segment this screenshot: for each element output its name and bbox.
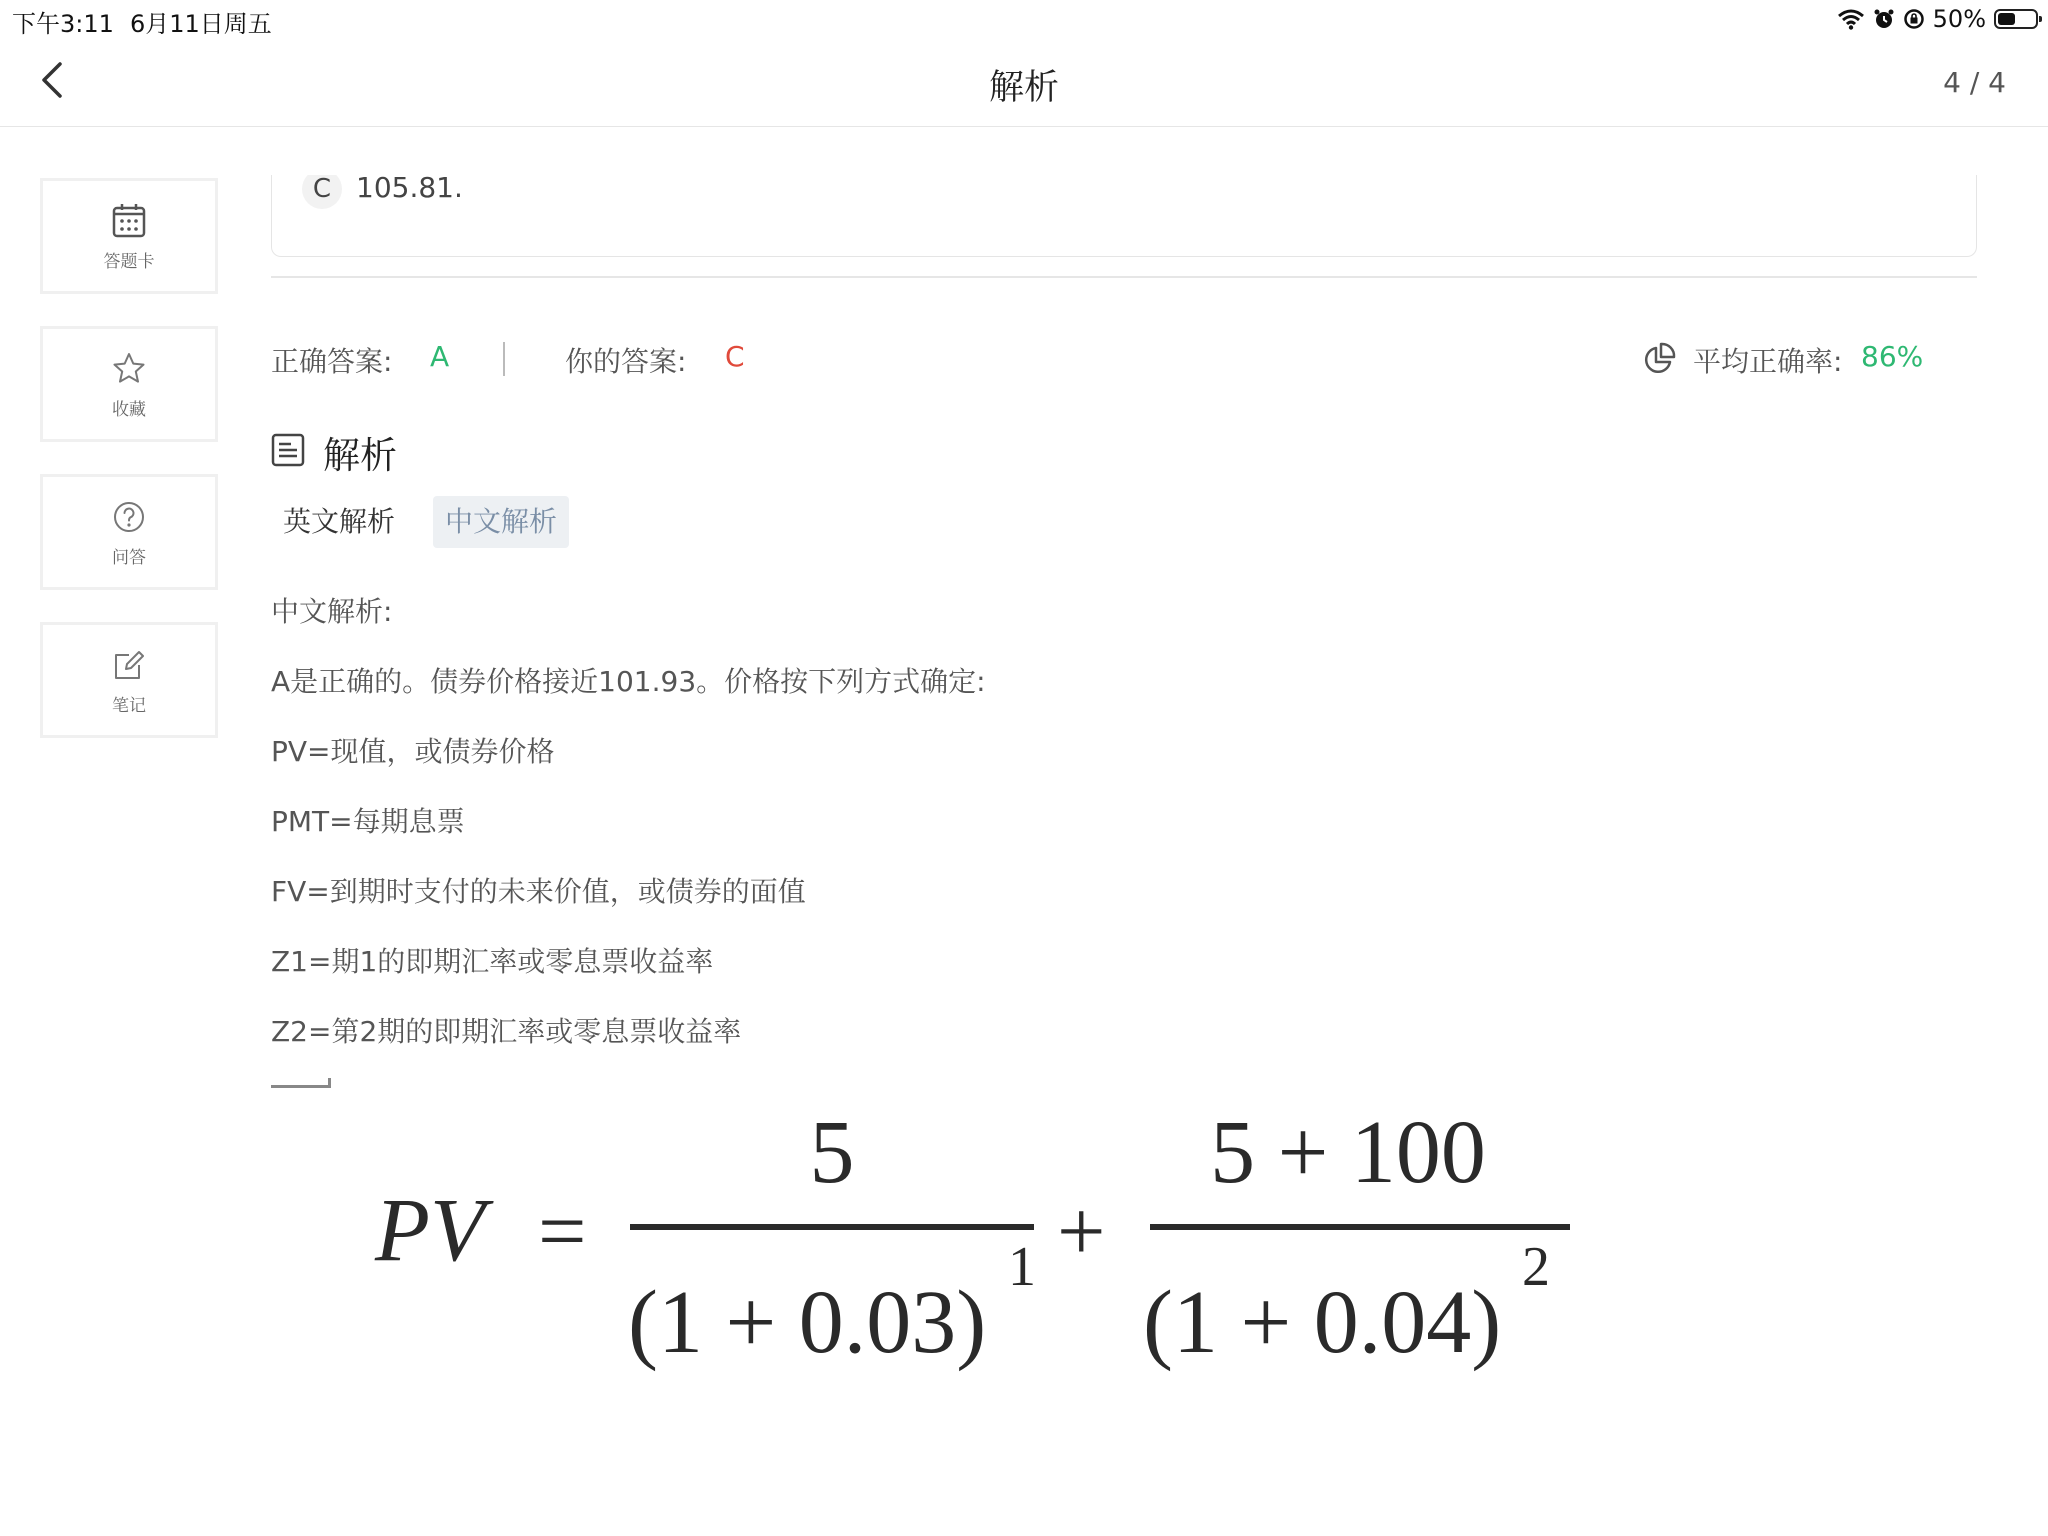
fraction-bar-1 — [630, 1224, 1034, 1230]
page-counter: 4 / 4 — [1943, 66, 2006, 99]
qa-label: 问答 — [112, 547, 146, 568]
analysis-line: Z1=期1的即期汇率或零息票收益率 — [271, 945, 714, 978]
correct-answer-value: A — [430, 340, 450, 373]
analysis-line: FV=到期时支付的未来价值，或债券的面值 — [271, 875, 806, 908]
answer-separator — [503, 342, 505, 376]
correct-answer-label: 正确答案: — [271, 345, 393, 378]
status-icons — [1837, 3, 2038, 35]
formula-term2-denominator: (1 + 0.04) — [1143, 1273, 1502, 1372]
formula-image — [360, 1100, 1610, 1420]
your-answer-label: 你的答案: — [565, 345, 687, 378]
alarm-icon — [1873, 8, 1895, 30]
page-title: 解析 — [988, 68, 1059, 108]
fraction-bar-2 — [1150, 1224, 1570, 1230]
rotation-lock-icon — [1903, 8, 1925, 30]
question-icon — [109, 497, 149, 537]
formula-term1-numerator: 5 — [809, 1103, 855, 1202]
document-icon — [271, 433, 305, 467]
tab-english-analysis[interactable]: 英文解析 — [283, 505, 396, 538]
battery-level — [1998, 13, 2015, 25]
pie-chart-icon — [1642, 342, 1676, 376]
formula-term2-numerator: 5 + 100 — [1210, 1103, 1486, 1202]
analysis-line: Z2=第2期的即期汇率或零息票收益率 — [271, 1015, 742, 1048]
nav-bar — [0, 38, 2048, 127]
formula-term1-denominator: (1 + 0.03) — [628, 1273, 987, 1372]
option-text: 105.81. — [356, 175, 463, 204]
option-letter: C — [302, 175, 342, 209]
analysis-line: PMT=每期息票 — [271, 805, 465, 838]
analysis-line: A是正确的。债券价格接近101.93。价格按下列方式确定: — [271, 665, 986, 698]
answer-card-icon — [109, 201, 149, 241]
status-time: 下午3:11 — [12, 10, 114, 38]
status-bar — [0, 0, 2048, 38]
formula-plus: + — [1057, 1183, 1106, 1279]
battery-icon — [1994, 9, 2038, 29]
favorite-label: 收藏 — [112, 399, 146, 420]
wifi-icon — [1837, 8, 1865, 30]
note-button[interactable] — [40, 622, 218, 738]
average-rate-value: 86% — [1861, 340, 1924, 373]
tab-chinese-analysis[interactable]: 中文解析 — [433, 496, 569, 548]
analysis-line: PV=现值，或债券价格 — [271, 735, 555, 768]
formula-term1-exponent: 1 — [1008, 1236, 1036, 1298]
average-rate-label: 平均正确率: — [1693, 345, 1843, 378]
answer-row — [271, 340, 1977, 380]
edit-note-icon — [109, 645, 149, 685]
note-label: 笔记 — [112, 695, 146, 716]
option-card — [271, 175, 1977, 257]
formula-lhs: PV — [375, 1181, 485, 1280]
your-answer-value: C — [725, 340, 745, 373]
status-date: 6月11日周五 — [130, 10, 272, 38]
star-icon — [109, 349, 149, 389]
formula-term2-exponent: 2 — [1522, 1236, 1550, 1298]
favorite-button[interactable] — [40, 326, 218, 442]
battery-percent: 50% — [1932, 5, 1986, 33]
answer-card-label: 答题卡 — [103, 251, 155, 272]
answer-card-button[interactable] — [40, 178, 218, 294]
analysis-title: 解析 — [323, 434, 397, 477]
divider — [271, 276, 1977, 278]
image-corner-mark — [271, 1078, 331, 1088]
formula-equals: = — [538, 1183, 587, 1279]
qa-button[interactable] — [40, 474, 218, 590]
analysis-line: 中文解析: — [271, 595, 393, 628]
